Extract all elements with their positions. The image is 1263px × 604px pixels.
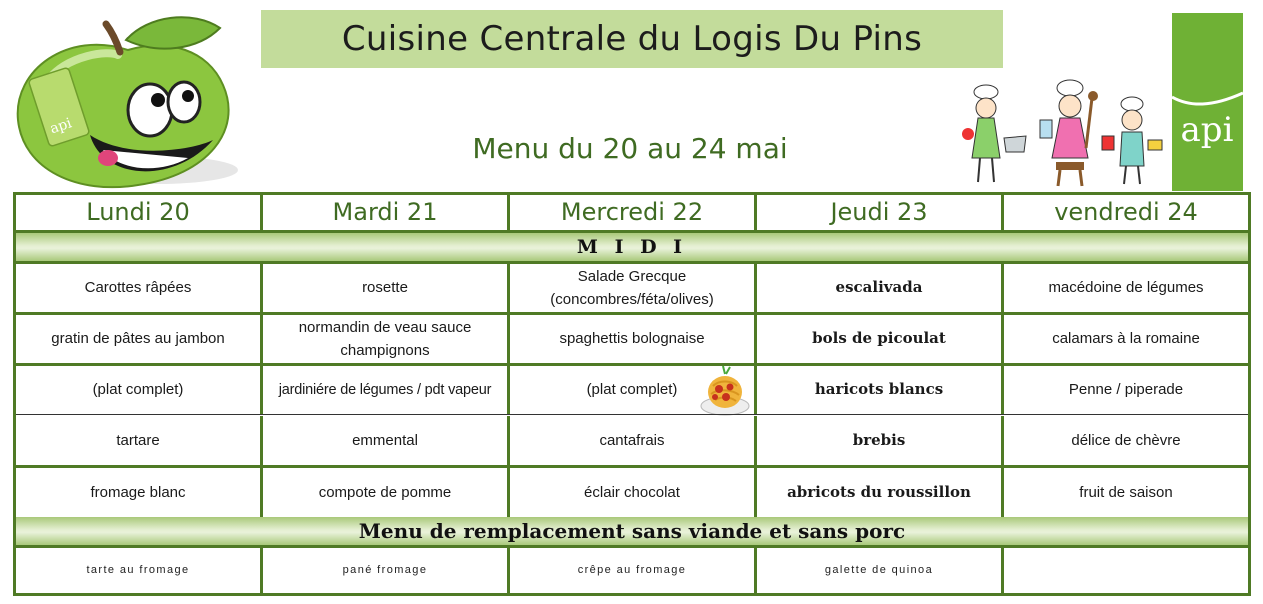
day-header: vendredi 24 bbox=[1054, 197, 1198, 226]
title-banner bbox=[261, 10, 1003, 68]
menu-cell: abricots du roussillon bbox=[757, 468, 1004, 517]
menu-cell: emmental bbox=[263, 416, 510, 465]
menu-cell: compote de pomme bbox=[263, 468, 510, 517]
apple-mascot-logo bbox=[8, 10, 248, 190]
menu-cell: macédoine de légumes bbox=[1048, 279, 1204, 297]
menu-cell: Salade Grecque (concombres/féta/olives) bbox=[510, 264, 757, 312]
menu-cell: tartare bbox=[16, 416, 263, 465]
menu-cell: gratin de pâtes au jambon bbox=[16, 315, 263, 363]
menu-date-range: Menu du 20 au 24 mai bbox=[472, 132, 788, 165]
menu-cell: pané fromage bbox=[263, 548, 510, 593]
menu-row-cheese bbox=[16, 416, 1248, 465]
api-badge-text: api bbox=[1180, 110, 1234, 150]
api-badge-logo bbox=[1172, 13, 1243, 191]
day-header: Mardi 21 bbox=[263, 195, 510, 230]
menu-cell: normandin de veau sauce champignons bbox=[263, 315, 510, 363]
menu-cell: haricots blancs bbox=[757, 366, 1004, 414]
menu-row-dessert bbox=[16, 468, 1248, 517]
section-band-alternative-menu: Menu de remplacement sans viande et sans porc bbox=[16, 517, 1248, 545]
menu-table bbox=[13, 192, 1251, 596]
menu-cell: fruit de saison bbox=[1079, 483, 1173, 501]
menu-row-alternative bbox=[16, 548, 1248, 593]
menu-row-main bbox=[16, 315, 1248, 363]
menu-cell: cantafrais bbox=[510, 416, 757, 465]
day-header: Lundi 20 bbox=[16, 195, 263, 230]
day-header: Mercredi 22 bbox=[510, 195, 757, 230]
menu-cell: bols de picoulat bbox=[757, 315, 1004, 363]
menu-cell: fromage blanc bbox=[16, 468, 263, 517]
spaghetti-plate-icon bbox=[699, 362, 751, 418]
apple-logo-text: api bbox=[48, 115, 74, 138]
menu-cell: galette de quinoa bbox=[757, 548, 1004, 593]
section-band-midi: M I D I bbox=[16, 233, 1248, 261]
day-header-row bbox=[16, 195, 1248, 230]
menu-cell-with-pasta bbox=[510, 366, 757, 414]
menu-cell: rosette bbox=[263, 264, 510, 312]
menu-cell: (plat complet) bbox=[16, 366, 263, 414]
menu-cell: jardiniére de légumes / pdt vapeur bbox=[263, 366, 510, 414]
menu-cell: spaghettis bolognaise bbox=[510, 315, 757, 363]
page-title: Cuisine Centrale du Logis Du Pins bbox=[341, 19, 923, 59]
menu-cell-text: (plat complet) bbox=[586, 381, 678, 399]
menu-cell: Penne / piperade bbox=[1068, 381, 1184, 399]
menu-cell: crêpe au fromage bbox=[510, 548, 757, 593]
menu-row-starter bbox=[16, 264, 1248, 312]
menu-row-side bbox=[16, 366, 1248, 414]
menu-cell: calamars à la romaine bbox=[1052, 330, 1200, 348]
divider bbox=[16, 414, 1248, 415]
menu-cell: délice de chèvre bbox=[1071, 431, 1181, 449]
menu-cell: tarte au fromage bbox=[16, 548, 263, 593]
menu-cell: éclair chocolat bbox=[510, 468, 757, 517]
api-badge bbox=[1172, 13, 1243, 191]
day-header: Jeudi 23 bbox=[757, 195, 1004, 230]
menu-cell: brebis bbox=[757, 416, 1004, 465]
menu-cell: Carottes râpées bbox=[16, 264, 263, 312]
menu-cell: escalivada bbox=[757, 264, 1004, 312]
kid-chefs-illustration bbox=[960, 78, 1165, 190]
menu-cell bbox=[1004, 548, 1248, 593]
